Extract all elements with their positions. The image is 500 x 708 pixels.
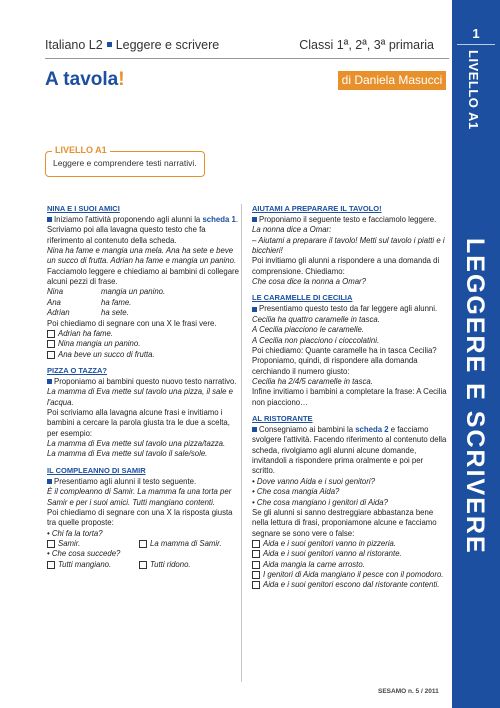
bullet-square-icon bbox=[252, 217, 257, 222]
bullet-square-icon bbox=[252, 427, 257, 432]
checkbox[interactable] bbox=[47, 351, 55, 359]
paragraph: Poi scriviamo alla lavagna alcune frasi e invitiamo i bambini a cercare la parola giusta tra le due a scelta, per esempio: bbox=[47, 408, 230, 438]
text: Proponiamo il seguente testo e facciamolo leggere. bbox=[259, 214, 437, 224]
page-footer: SESAMO n. 5 / 2011 bbox=[378, 688, 439, 695]
checkbox-label: Nina mangia un panino. bbox=[58, 339, 141, 349]
checkbox-label: Aida mangia la carne arrosto. bbox=[263, 559, 365, 569]
checkbox-item bbox=[252, 539, 448, 549]
checkbox-label: I genitori di Aida mangiano il pesce con il pomodoro. bbox=[263, 570, 444, 580]
match-right: ha fame. bbox=[101, 297, 132, 307]
checkbox-label: Tutti ridono. bbox=[150, 559, 191, 569]
question: • Che cosa succede? bbox=[47, 549, 121, 559]
story-text: È il compleanno di Samir. La mamma fa una torta per Samir e per i suoi amici. Tutti mangiano contenti. bbox=[47, 487, 232, 507]
story-text: Nina ha fame e mangia una mela. Ana ha sete e beve un succo di frutta. Adrian ha fame e mangia un panino. bbox=[47, 246, 237, 266]
right-column bbox=[252, 204, 448, 591]
checkbox[interactable] bbox=[252, 540, 260, 548]
text: Consegniamo ai bambini la bbox=[259, 425, 356, 435]
section-title: IL COMPLEANNO DI SAMIR bbox=[47, 465, 146, 475]
bullet-square-icon bbox=[47, 379, 52, 384]
section-title: LE CARAMELLE DI CECILIA bbox=[252, 293, 353, 303]
checkbox[interactable] bbox=[252, 571, 260, 579]
page-title bbox=[45, 69, 125, 91]
level-box bbox=[45, 145, 205, 177]
scheda-link[interactable]: scheda 2 bbox=[355, 425, 389, 435]
match-left: Adrian bbox=[47, 308, 70, 318]
match-right: mangia un panino. bbox=[101, 287, 166, 297]
match-right: ha sete. bbox=[101, 308, 129, 318]
checkbox-item bbox=[47, 339, 243, 349]
checkbox[interactable] bbox=[47, 540, 55, 548]
paragraph: Infine invitiamo i bambini a completare la frase: A Cecilia non piacciono… bbox=[252, 387, 447, 407]
level-box-description: Leggere e comprendere testi narrativi. bbox=[53, 158, 197, 168]
header-topic: Leggere e scrivere bbox=[115, 38, 220, 52]
header-rule bbox=[45, 58, 449, 59]
paragraph bbox=[47, 477, 243, 487]
checkbox[interactable] bbox=[47, 330, 55, 338]
paragraph: Se gli alunni si sanno destreggiare abbastanza bene nella lettura di frasi, proponiamone alcune e facciamo segnare se sono vere o false: bbox=[252, 507, 437, 538]
page-header-subject bbox=[45, 38, 219, 52]
paragraph bbox=[252, 304, 448, 314]
checkbox-label: Tutti mangiano. bbox=[58, 559, 112, 569]
checkbox[interactable] bbox=[252, 561, 260, 569]
paragraph: Poi chiediamo di segnare con una X la risposta giusta tra quelle proposte: bbox=[47, 507, 233, 528]
checkbox[interactable] bbox=[252, 550, 260, 558]
paragraph: Poi chiediamo di segnare con una X le frasi vere. bbox=[47, 318, 217, 328]
question: • Dove vanno Aida e i suoi genitori? bbox=[252, 476, 375, 486]
match-left: Nina bbox=[47, 287, 64, 297]
checkbox-item bbox=[252, 560, 448, 570]
level-box-label: LIVELLO A1 bbox=[52, 145, 110, 155]
checkbox-label: Aida e i suoi genitori vanno in pizzeria. bbox=[263, 538, 397, 548]
story-text: Cecilia ha quattro caramelle in tasca. bbox=[252, 314, 380, 324]
section-title: PIZZA O TAZZA? bbox=[47, 366, 107, 375]
story-text: La mamma di Eva mette sul tavolo una pizza/tazza. bbox=[47, 439, 226, 449]
level-sidebar bbox=[452, 0, 500, 708]
checkbox-label: Aida e i suoi genitori escono dal ristorante contenti. bbox=[263, 580, 440, 590]
question: • Che cosa mangiano i genitori di Aida? bbox=[252, 497, 388, 507]
checkbox-label: Samir. bbox=[58, 538, 81, 548]
checkbox-item bbox=[47, 350, 243, 360]
story-text: La nonna dice a Omar: bbox=[252, 225, 332, 235]
match-row bbox=[47, 308, 243, 318]
header-classes: Classi 1ª, 2ª, 3ª primaria bbox=[299, 38, 434, 52]
story-text: A Cecilia non piacciono i cioccolatini. bbox=[252, 335, 380, 345]
paragraph bbox=[252, 425, 448, 477]
question: • Chi fa la torta? bbox=[47, 528, 103, 538]
paragraph bbox=[252, 215, 448, 225]
page-title-text: A tavola bbox=[45, 69, 119, 90]
checkbox[interactable] bbox=[47, 561, 55, 569]
answer-pair bbox=[47, 539, 243, 549]
checkbox-label: Adrian ha fame. bbox=[58, 328, 114, 338]
bullet-square-icon bbox=[252, 307, 257, 312]
checkbox-label: Ana beve un succo di frutta. bbox=[58, 349, 155, 359]
match-row bbox=[47, 298, 243, 308]
section-title: AIUTAMI A PREPARARE IL TAVOLO! bbox=[252, 204, 382, 213]
paragraph: Poi chiediamo: Quante caramelle ha in tasca Cecilia? Proponiamo, quindi, di rispondere alla domanda cerchiando il numero giusto: bbox=[252, 345, 437, 376]
story-text: Cecilia ha 2/4/5 caramelle in tasca. bbox=[252, 376, 373, 386]
story-text: La mamma di Eva mette sul tavolo una pizza, il sale e l'acqua. bbox=[47, 387, 233, 407]
header-square-icon bbox=[107, 42, 112, 47]
section-title: AL RISTORANTE bbox=[252, 414, 313, 424]
checkbox-label: Aida e i suoi genitori vanno al ristorante. bbox=[263, 549, 402, 559]
section-title: NINA E I SUOI AMICI bbox=[47, 204, 120, 213]
answer-option bbox=[139, 560, 191, 570]
sidebar-divider bbox=[457, 44, 495, 45]
header-subject: Italiano L2 bbox=[45, 38, 103, 52]
checkbox[interactable] bbox=[139, 561, 147, 569]
checkbox[interactable] bbox=[252, 581, 260, 589]
text: e facciamo svolgere l'attività. Facendo riferimento al contenuto della scheda, rivolgiamo agli alunni alcune domande, invitandoli a rispondere prima oralmente e poi per scritto. bbox=[252, 425, 447, 476]
checkbox-label: La mamma di Samir. bbox=[150, 538, 222, 548]
match-row bbox=[47, 287, 243, 297]
answer-option bbox=[47, 560, 139, 570]
answer-option bbox=[47, 539, 139, 549]
checkbox-item bbox=[252, 570, 448, 580]
paragraph bbox=[47, 215, 243, 246]
question: Che cosa dice la nonna a Omar? bbox=[252, 277, 366, 287]
answer-option bbox=[139, 539, 222, 549]
text: Proponiamo ai bambini questo nuovo testo narrativo. bbox=[54, 376, 237, 386]
scheda-link[interactable]: scheda 1 bbox=[202, 214, 236, 224]
column-divider bbox=[241, 204, 242, 682]
story-text: – Aiutami a preparare il tavolo! Metti sul tavolo i piatti e i bicchieri! bbox=[252, 235, 445, 256]
question: • Che cosa mangia Aida? bbox=[252, 487, 340, 497]
answer-pair bbox=[47, 560, 243, 570]
text: Iniziamo l'attività proponendo agli alunni la bbox=[54, 214, 203, 224]
page-title-mark: ! bbox=[118, 69, 125, 90]
paragraph bbox=[47, 377, 243, 387]
story-text: A Cecilia piacciono le caramelle. bbox=[252, 325, 364, 335]
checkbox[interactable] bbox=[139, 540, 147, 548]
match-left: Ana bbox=[47, 297, 61, 307]
author-badge: di Daniela Masucci bbox=[338, 71, 446, 90]
paragraph: Facciamolo leggere e chiediamo ai bambini di collegare alcuni pezzi di frase. bbox=[47, 266, 239, 287]
page-number: 1 bbox=[472, 26, 480, 41]
bullet-square-icon bbox=[47, 479, 52, 484]
text: Presentiamo agli alunni il testo seguente. bbox=[54, 476, 197, 486]
paragraph: Poi invitiamo gli alunni a rispondere a una domanda di comprensione. Chiediamo: bbox=[252, 256, 440, 276]
story-text: La mamma di Eva mette sul tavolo il sale/sole. bbox=[47, 449, 208, 459]
checkbox-item bbox=[47, 329, 243, 339]
checkbox-item bbox=[252, 549, 448, 559]
sidebar-level: LIVELLO A1 bbox=[466, 50, 481, 130]
sidebar-section-title: LEGGERE E SCRIVERE bbox=[461, 238, 489, 555]
checkbox-item bbox=[252, 580, 448, 590]
text: . Scriviamo poi alla lavagna questo testo che fa riferimento al contenuto della scheda. bbox=[47, 214, 238, 245]
bullet-square-icon bbox=[47, 217, 52, 222]
text: Presentiamo questo testo da far leggere agli alunni. bbox=[259, 304, 438, 314]
checkbox[interactable] bbox=[47, 340, 55, 348]
left-column bbox=[47, 204, 243, 570]
